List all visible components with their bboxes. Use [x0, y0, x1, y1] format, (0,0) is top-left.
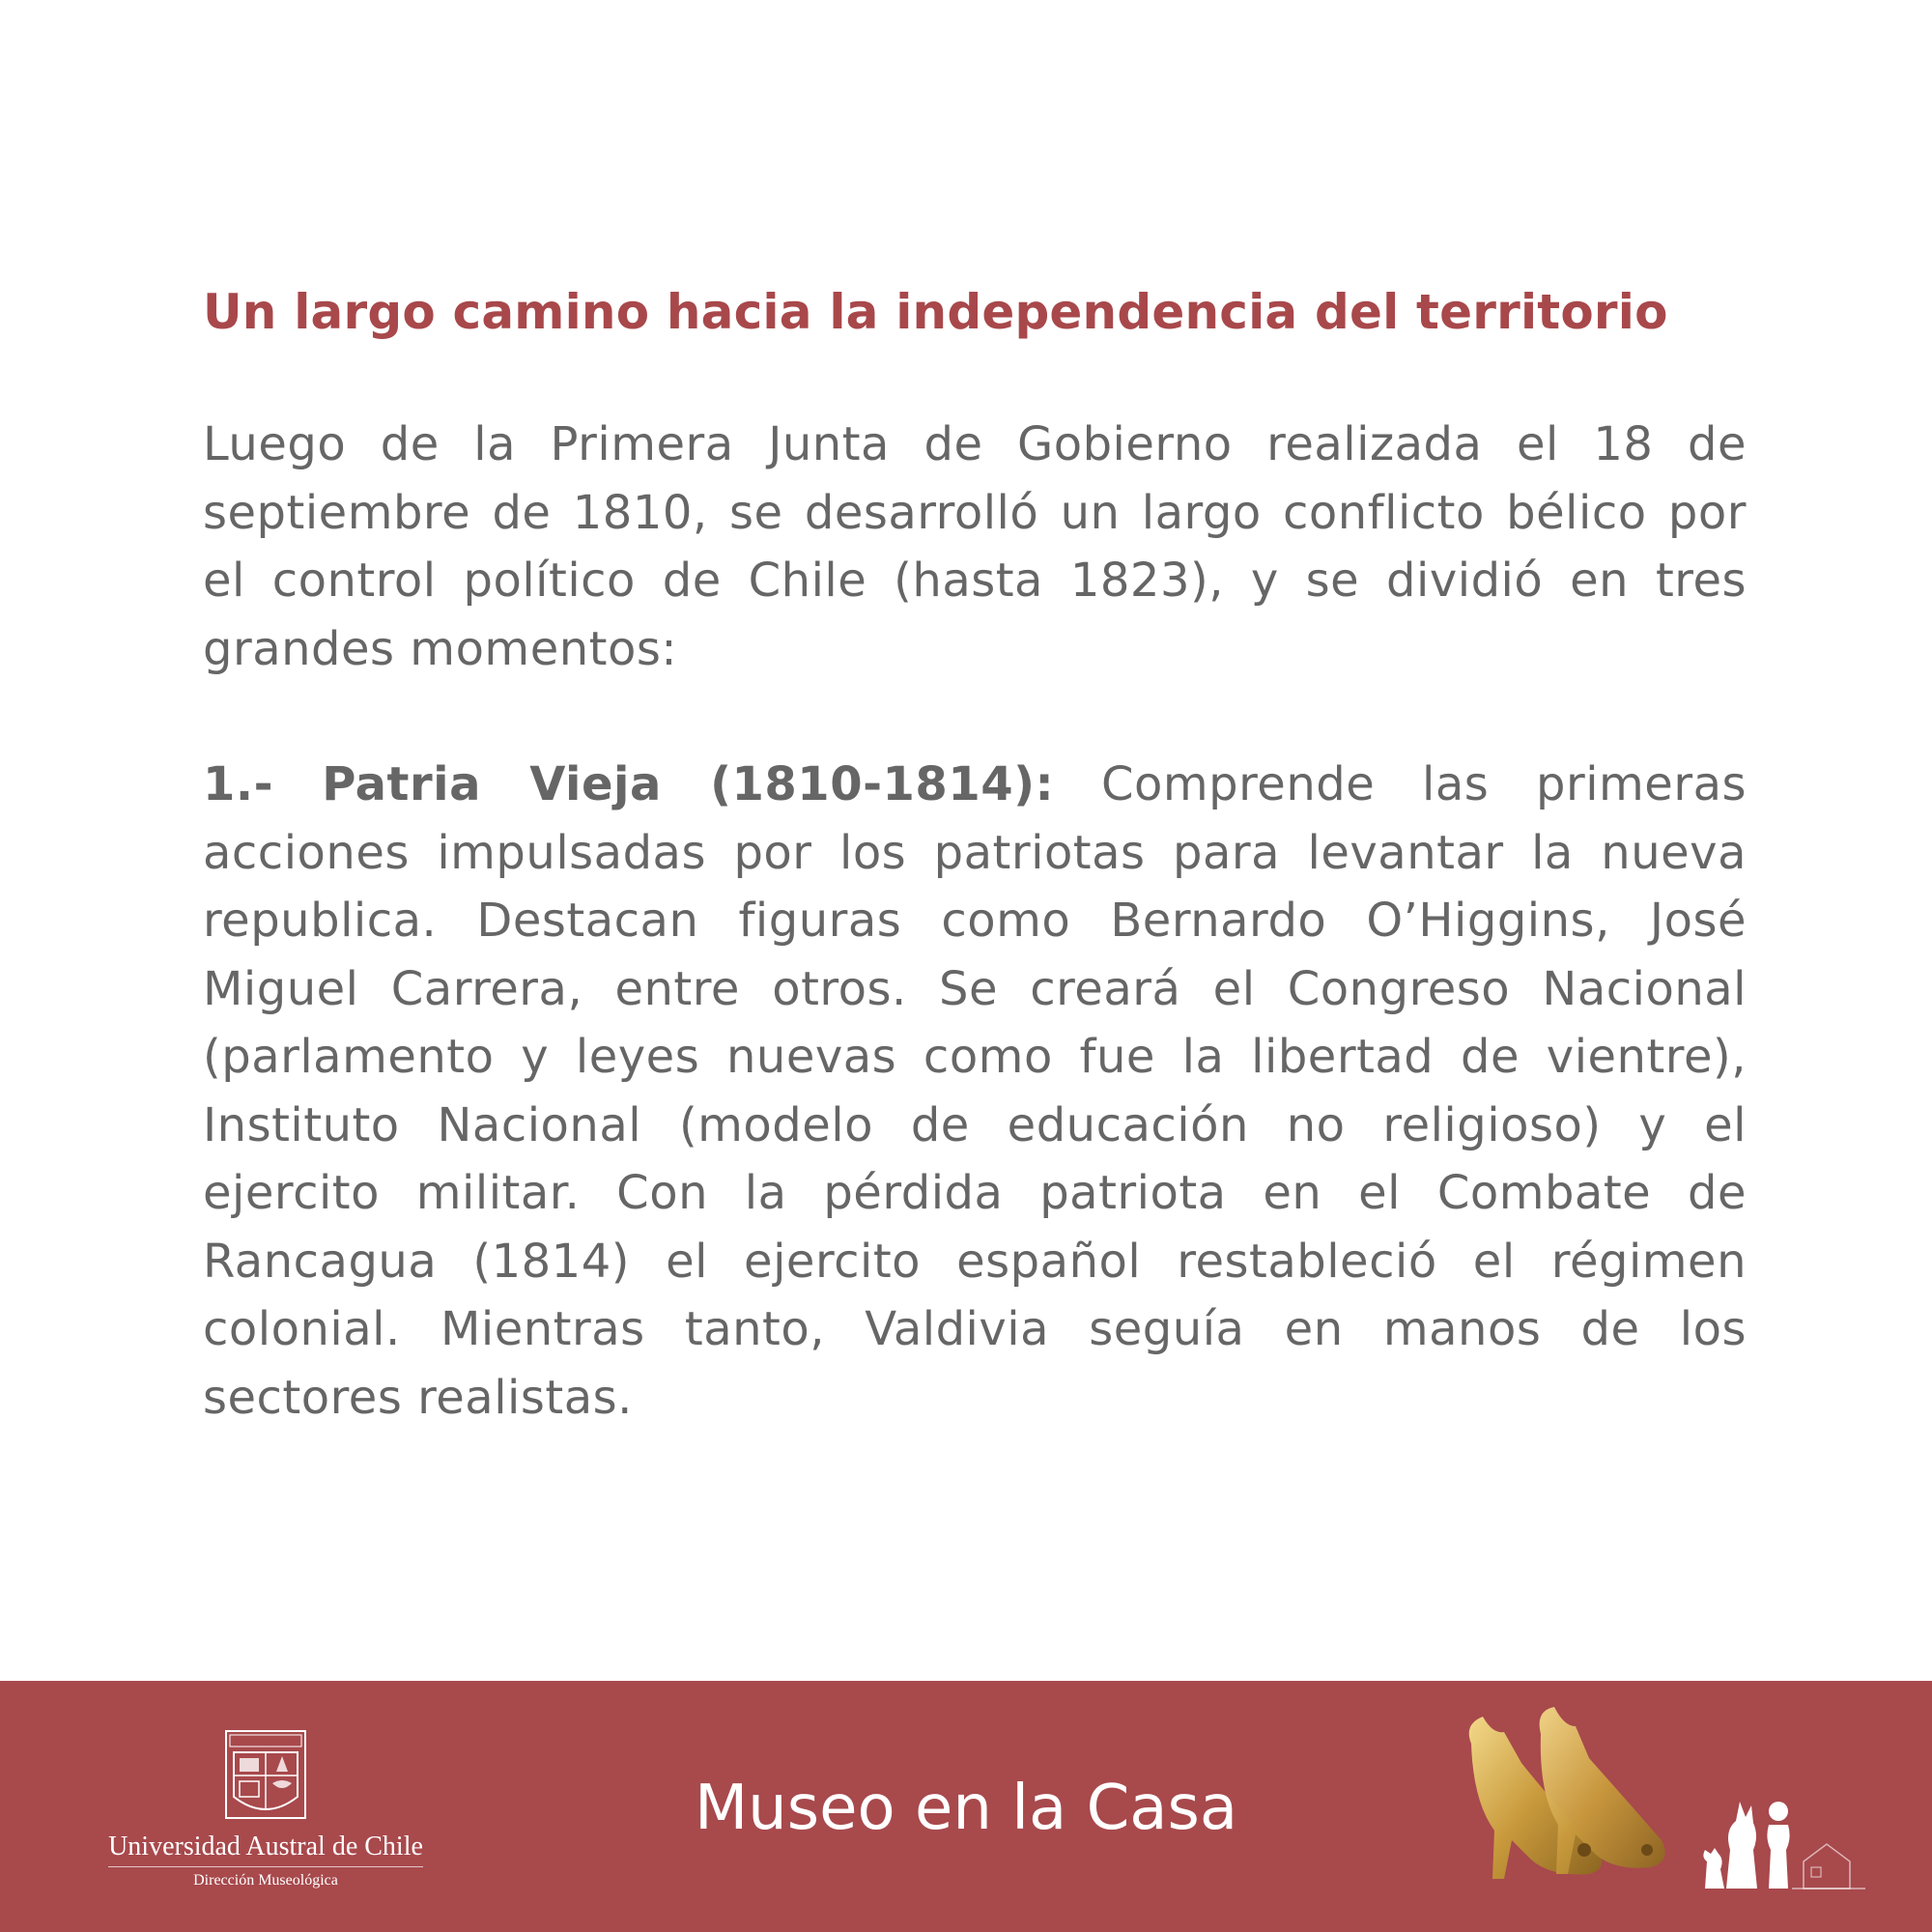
department-name: Dirección Museológica [193, 1872, 338, 1889]
footer-bar [0, 1681, 1932, 1932]
section-heading: 1.- Patria Vieja (1810-1814): [203, 757, 1055, 811]
section-patria-vieja [203, 751, 1747, 1432]
golden-shoes-image [1454, 1705, 1686, 1908]
logo-divider [108, 1866, 423, 1867]
intro-paragraph: Luego de la Primera Junta de Gobierno realizada el 18 de septiembre de 1810, se desarrolló un largo conflicto bélico por el control político de Chile (hasta 1823), y se dividió en tres grandes momentos: [203, 417, 1747, 676]
university-logo [106, 1729, 425, 1893]
family-silhouette-icon [1695, 1792, 1869, 1893]
main-content [203, 275, 1747, 1432]
page-title: Un largo camino hacia la independencia del territorio [203, 284, 1668, 340]
footer-title: Museo en la Casa [694, 1773, 1238, 1844]
section-body: Comprende las primeras acciones impulsadas por los patriotas para levantar la nueva republica. Destacan figuras como Bernardo O’Higgins, José Miguel Carrera, entre otros. Se creará el Congreso Nacional (parlamento y leyes nuevas como fue la libertad de vientre), Instituto Nacional (modelo de educación no religioso) y el ejercito militar. Con la pérdida patriota en el Combate de Rancagua (1814) el ejercito español restableció el régimen colonial. Mientras tanto, Valdivia seguía en manos de los sectores realistas. [203, 757, 1747, 1425]
university-name: Universidad Austral de Chile [108, 1832, 423, 1861]
university-crest-icon [224, 1729, 307, 1826]
